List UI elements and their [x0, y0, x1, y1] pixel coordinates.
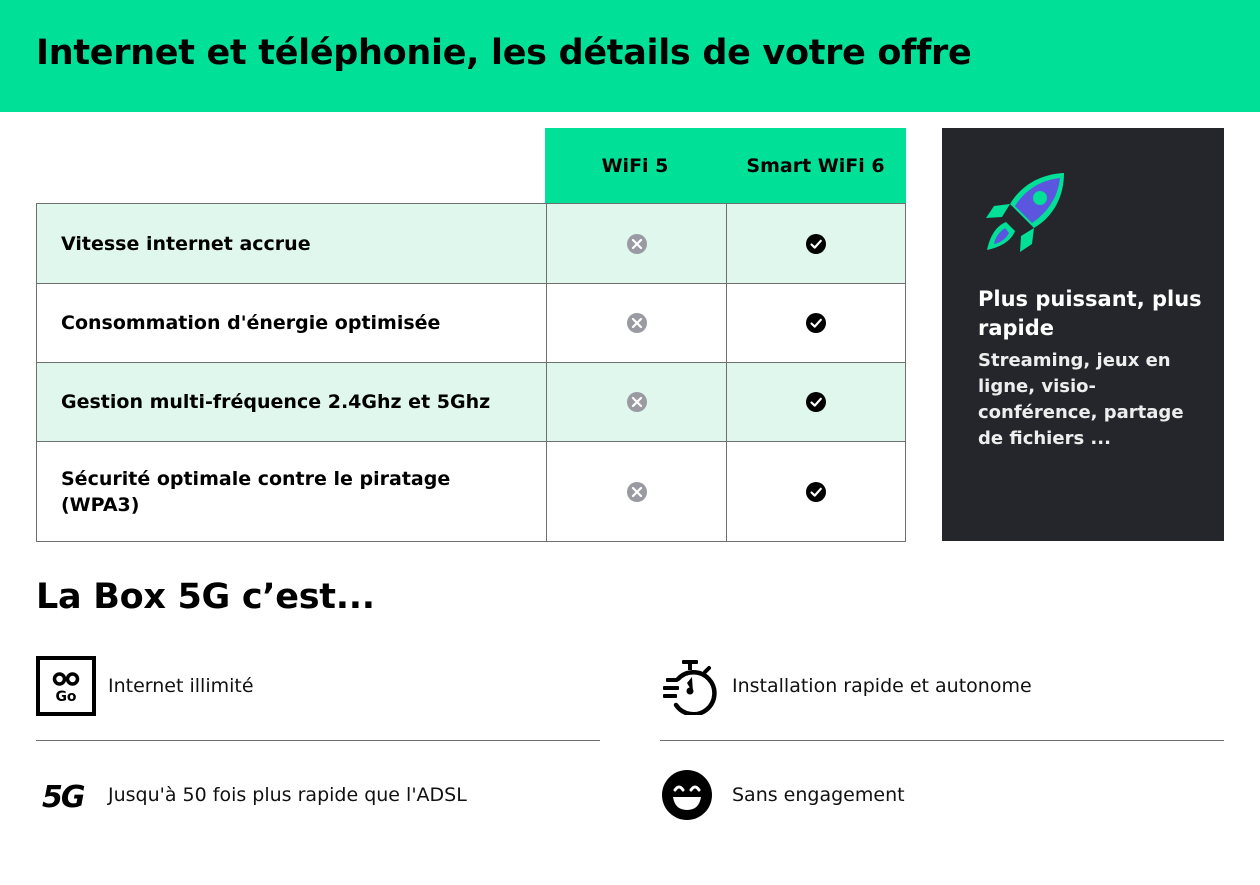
promo-title: Plus puissant, plus rapide: [978, 287, 1202, 340]
wifi5-cell: [546, 284, 726, 362]
row-label: Gestion multi-fréquence 2.4Ghz et 5Ghz: [61, 391, 491, 413]
row-label: Vitesse internet accrue: [61, 232, 311, 255]
table-row: [37, 441, 905, 541]
divider: [36, 740, 600, 741]
row-label: Sécurité optimale contre le piratage (WPA3): [61, 467, 451, 516]
included-check-icon: [805, 312, 827, 334]
feature-item: [660, 750, 1224, 840]
not-included-icon: [626, 391, 648, 413]
feature-label: Internet illimité: [108, 675, 254, 697]
rocket-icon: [984, 170, 1068, 254]
feature-item: [36, 750, 600, 840]
not-included-icon: [626, 233, 648, 255]
column-header-wifi5: WiFi 5: [601, 155, 669, 177]
included-check-icon: [805, 233, 827, 255]
included-check-icon: [805, 391, 827, 413]
section-title: La Box 5G c’est...: [36, 577, 375, 617]
svg-text:Go: Go: [55, 689, 77, 705]
row-label: Consommation d'énergie optimisée: [61, 312, 441, 334]
wifi6-cell: [726, 363, 905, 441]
not-included-icon: [626, 481, 648, 503]
wifi6-cell: [726, 204, 905, 283]
feature-item: [36, 641, 600, 731]
promo-card: [942, 128, 1224, 541]
table-row: [37, 283, 905, 362]
wifi6-cell: [726, 442, 905, 541]
wifi5-cell: [546, 442, 726, 541]
included-check-icon: [805, 481, 827, 503]
wifi5-cell: [546, 204, 726, 283]
wifi5-cell: [546, 363, 726, 441]
page-title: Internet et téléphonie, les détails de votre offre: [36, 33, 972, 73]
data-go-icon: [36, 656, 96, 716]
table-row: [37, 204, 905, 283]
5g-logo-icon: [36, 775, 92, 815]
wifi6-cell: [726, 284, 905, 362]
stopwatch-icon: [660, 657, 718, 715]
column-header-smart-wifi6: Smart WiFi 6: [746, 155, 885, 177]
not-included-icon: [626, 312, 648, 334]
promo-text: Streaming, jeux en ligne, visio-conférence, partage de fichiers ...: [978, 350, 1184, 449]
divider: [660, 740, 1224, 741]
comparison-table: [36, 203, 906, 542]
page-header: [0, 0, 1260, 112]
feature-label: Sans engagement: [732, 784, 905, 806]
feature-item: [660, 641, 1224, 731]
table-row: [37, 362, 905, 441]
feature-label: Installation rapide et autonome: [732, 675, 1032, 697]
smiley-icon: [660, 768, 714, 822]
svg-text:5G: 5G: [42, 780, 84, 815]
feature-label: Jusqu'à 50 fois plus rapide que l'ADSL: [108, 784, 467, 806]
